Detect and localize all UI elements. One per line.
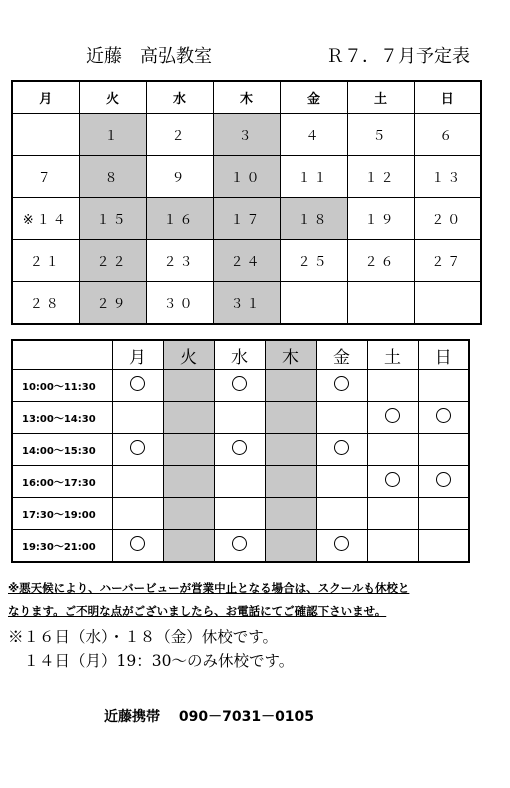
contact-info [104, 706, 314, 726]
schedule-row [12, 498, 469, 530]
available-circle-icon [130, 536, 145, 551]
calendar-day-cell: ２６ [347, 240, 414, 282]
schedule-slot-cell [214, 530, 265, 563]
schedule-slot-cell [163, 370, 214, 402]
schedule-slot-cell [418, 402, 469, 434]
calendar-weekday: 土 [347, 81, 414, 114]
schedule-slot-cell [418, 370, 469, 402]
calendar-day-cell [347, 282, 414, 325]
calendar-day-cell: １８ [280, 198, 347, 240]
schedule-slot-cell [163, 434, 214, 466]
available-circle-icon [334, 536, 349, 551]
schedule-weekday: 土 [367, 340, 418, 370]
calendar-day-cell: ３０ [146, 282, 213, 325]
available-circle-icon [334, 376, 349, 391]
calendar-day-cell: ５ [347, 114, 414, 156]
schedule-slot-cell [112, 498, 163, 530]
schedule-slot-cell [367, 530, 418, 563]
month-title: Ｒ７．７月予定表 [326, 46, 470, 67]
closure-notice-line-1: ※１６日（水）・１８（金）休校です。 [8, 628, 279, 646]
available-circle-icon [436, 408, 451, 423]
calendar-day-cell: １１ [280, 156, 347, 198]
schedule-weekday: 火 [163, 340, 214, 370]
schedule-slot-cell [265, 402, 316, 434]
available-circle-icon [334, 440, 349, 455]
calendar-day-cell: ８ [79, 156, 146, 198]
schedule-slot-cell [214, 434, 265, 466]
closure-notice-line-2: １４日（月）19：30～のみ休校です。 [8, 652, 295, 670]
weather-notice-line-1: ※悪天候により、ハーバービューが営業中止となる場合は、スクールも休校と [8, 581, 410, 595]
schedule-slot-cell [265, 466, 316, 498]
schedule-slot-cell [265, 434, 316, 466]
schedule-row [12, 530, 469, 563]
schedule-slot-cell [214, 466, 265, 498]
calendar-day-cell: １６ [146, 198, 213, 240]
available-circle-icon [130, 440, 145, 455]
available-circle-icon [130, 376, 145, 391]
calendar-week-row [12, 114, 481, 156]
time-slot-label: 17:30～19:00 [12, 498, 112, 530]
schedule-slot-cell [265, 498, 316, 530]
schedule-weekday: 木 [265, 340, 316, 370]
calendar-day-cell: ２９ [79, 282, 146, 325]
schedule-slot-cell [265, 370, 316, 402]
schedule-slot-cell [367, 370, 418, 402]
calendar-weekday: 日 [414, 81, 481, 114]
weather-notice-line-2: なります。ご不明な点がございましたら、お電話にてご確認下さいませ。 [8, 604, 387, 618]
schedule-slot-cell [112, 370, 163, 402]
schedule-slot-cell [418, 466, 469, 498]
calendar-day-cell: ２１ [12, 240, 79, 282]
schedule-slot-cell [316, 498, 367, 530]
calendar-day-cell [414, 282, 481, 325]
calendar-weekday: 水 [146, 81, 213, 114]
time-slot-label: 14:00～15:30 [12, 434, 112, 466]
schedule-row [12, 402, 469, 434]
calendar-weekday: 月 [12, 81, 79, 114]
calendar-day-cell: １ [79, 114, 146, 156]
calendar-week-row [12, 240, 481, 282]
calendar-day-cell: ６ [414, 114, 481, 156]
contact-label: 近藤携帯 [104, 709, 160, 725]
schedule-weekday-row [12, 340, 469, 370]
calendar-day-cell: ※１４ [12, 198, 79, 240]
schedule-weekday: 金 [316, 340, 367, 370]
available-circle-icon [385, 408, 400, 423]
available-circle-icon [232, 376, 247, 391]
calendar-day-cell: ４ [280, 114, 347, 156]
calendar-day-cell: １２ [347, 156, 414, 198]
calendar-day-cell: ９ [146, 156, 213, 198]
schedule-slot-cell [112, 530, 163, 563]
schedule-slot-cell [112, 466, 163, 498]
calendar-day-cell: ３ [213, 114, 280, 156]
schedule-slot-cell [163, 498, 214, 530]
schedule-slot-cell [163, 402, 214, 434]
schedule-row [12, 370, 469, 402]
schedule-slot-cell [316, 370, 367, 402]
schedule-weekday: 水 [214, 340, 265, 370]
calendar-day-cell: ７ [12, 156, 79, 198]
calendar-day-cell: ２８ [12, 282, 79, 325]
calendar-day-cell: ２５ [280, 240, 347, 282]
schedule-corner-cell [12, 340, 112, 370]
schedule-slot-cell [367, 498, 418, 530]
calendar-week-row [12, 282, 481, 325]
calendar-day-cell: １９ [347, 198, 414, 240]
schedule-slot-cell [418, 530, 469, 563]
calendar-day-cell: ２０ [414, 198, 481, 240]
schedule-slot-cell [316, 530, 367, 563]
schedule-slot-cell [112, 402, 163, 434]
calendar-day-cell: １５ [79, 198, 146, 240]
schedule-slot-cell [163, 530, 214, 563]
monthly-calendar [11, 80, 482, 325]
calendar-weekday-row [12, 81, 481, 114]
available-circle-icon [385, 472, 400, 487]
contact-phone: 090－7031－0105 [178, 709, 315, 725]
calendar-week-row [12, 156, 481, 198]
schedule-slot-cell [112, 434, 163, 466]
time-slot-label: 13:00～14:30 [12, 402, 112, 434]
calendar-day-cell: ２３ [146, 240, 213, 282]
calendar-day-cell [12, 114, 79, 156]
schedule-weekday: 日 [418, 340, 469, 370]
schedule-slot-cell [367, 402, 418, 434]
time-slot-label: 19:30～21:00 [12, 530, 112, 563]
schedule-slot-cell [214, 402, 265, 434]
time-slot-label: 10:00～11:30 [12, 370, 112, 402]
page-title: 近藤 高弘教室 [86, 46, 212, 67]
calendar-day-cell: ２７ [414, 240, 481, 282]
calendar-weekday: 木 [213, 81, 280, 114]
schedule-slot-cell [316, 402, 367, 434]
calendar-day-cell: ２２ [79, 240, 146, 282]
schedule-slot-cell [214, 370, 265, 402]
schedule-slot-cell [418, 434, 469, 466]
schedule-slot-cell [163, 466, 214, 498]
available-circle-icon [232, 440, 247, 455]
schedule-slot-cell [367, 466, 418, 498]
schedule-slot-cell [316, 466, 367, 498]
calendar-weekday: 火 [79, 81, 146, 114]
calendar-day-cell: ２４ [213, 240, 280, 282]
schedule-slot-cell [367, 434, 418, 466]
calendar-weekday: 金 [280, 81, 347, 114]
calendar-day-cell: ３１ [213, 282, 280, 325]
schedule-slot-cell [265, 530, 316, 563]
schedule-slot-cell [316, 434, 367, 466]
lesson-schedule [11, 339, 470, 563]
schedule-weekday: 月 [112, 340, 163, 370]
calendar-day-cell [280, 282, 347, 325]
available-circle-icon [436, 472, 451, 487]
calendar-day-cell: １０ [213, 156, 280, 198]
calendar-day-cell: １３ [414, 156, 481, 198]
schedule-slot-cell [418, 498, 469, 530]
schedule-row [12, 466, 469, 498]
calendar-day-cell: ２ [146, 114, 213, 156]
available-circle-icon [232, 536, 247, 551]
schedule-row [12, 434, 469, 466]
calendar-day-cell: １７ [213, 198, 280, 240]
schedule-slot-cell [214, 498, 265, 530]
time-slot-label: 16:00～17:30 [12, 466, 112, 498]
calendar-week-row [12, 198, 481, 240]
